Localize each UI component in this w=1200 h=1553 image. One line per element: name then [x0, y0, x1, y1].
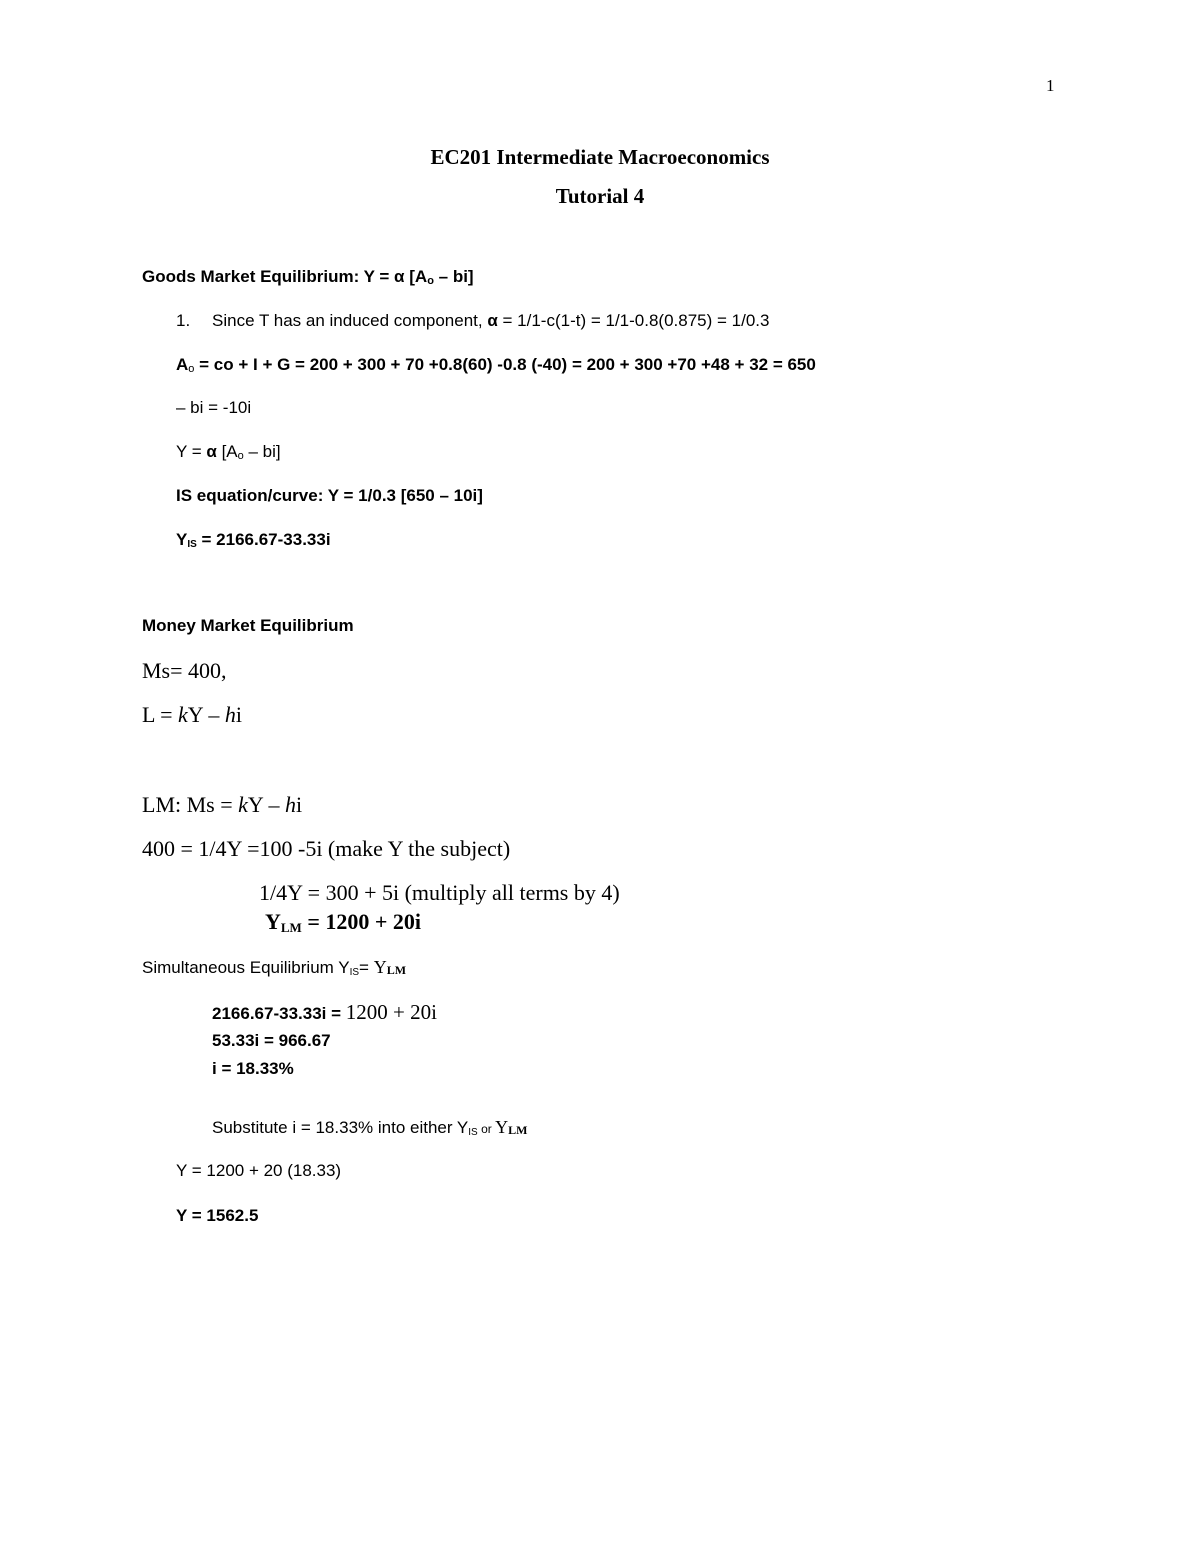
equilibrium-step-2: 53.33i = 966.67	[212, 1031, 331, 1050]
money-market-heading: Money Market Equilibrium	[142, 616, 354, 635]
page-number: 1	[1046, 76, 1055, 95]
is-curve-equation: IS equation/curve: Y = 1/0.3 [650 – 10i]	[176, 486, 483, 505]
bi-equation: – bi = -10i	[176, 398, 252, 417]
money-demand-equation: L = kY – hi	[142, 702, 242, 727]
y-equation: Y = α $[A_o - bi]$	[176, 442, 281, 462]
goods-market-heading: Goods Market Equilibrium: Y = α $[A_o - bi]$	[142, 267, 474, 287]
ylm-equation: $Y_{LM} = 1200 + 20i$	[265, 909, 422, 935]
list-item	[176, 311, 190, 331]
output-calculation: Y = 1200 + 20 (18.33)	[176, 1161, 342, 1180]
substitution-note: Substitute i = 18.33% into either $Y_{IS}$ or YLM	[212, 1117, 528, 1138]
output-result: Y = 1562.5	[176, 1206, 259, 1225]
autonomous-spending-equation: $A_o$ = co + I + G = 200 + 300 + 70 +0.8(60) -0.8 (-40) = 200 + 300 +70 +48 + 32 = 650	[176, 355, 816, 375]
document-title: EC201 Intermediate Macroeconomics	[430, 145, 770, 169]
alpha-derivation: Since T has an induced component, α = 1/1-c(1-t) = 1/1-0.8(0.875) = 1/0.3	[212, 311, 770, 330]
lm-step-1: 400 = 1/4Y =100 -5i (make Y the subject)	[142, 836, 511, 861]
lm-equation: LM: Ms = kY – hi	[142, 792, 303, 817]
money-supply: Ms= 400,	[142, 658, 227, 683]
list-item-number: 1.	[176, 311, 191, 330]
lm-step-2: 1/4Y = 300 + 5i (multiply all terms by 4)	[259, 880, 620, 905]
interest-rate-result: i = 18.33%	[212, 1059, 294, 1078]
equilibrium-step-1: 2166.67-33.33i = 1200 + 20i	[212, 1000, 437, 1024]
yis-equation: $Y_{IS} = 2166.67-33.33i$	[176, 530, 331, 550]
simultaneous-equilibrium-heading: Simultaneous Equilibrium $Y_{IS}=$ YLM	[142, 957, 407, 978]
document-subtitle: Tutorial 4	[555, 184, 645, 208]
